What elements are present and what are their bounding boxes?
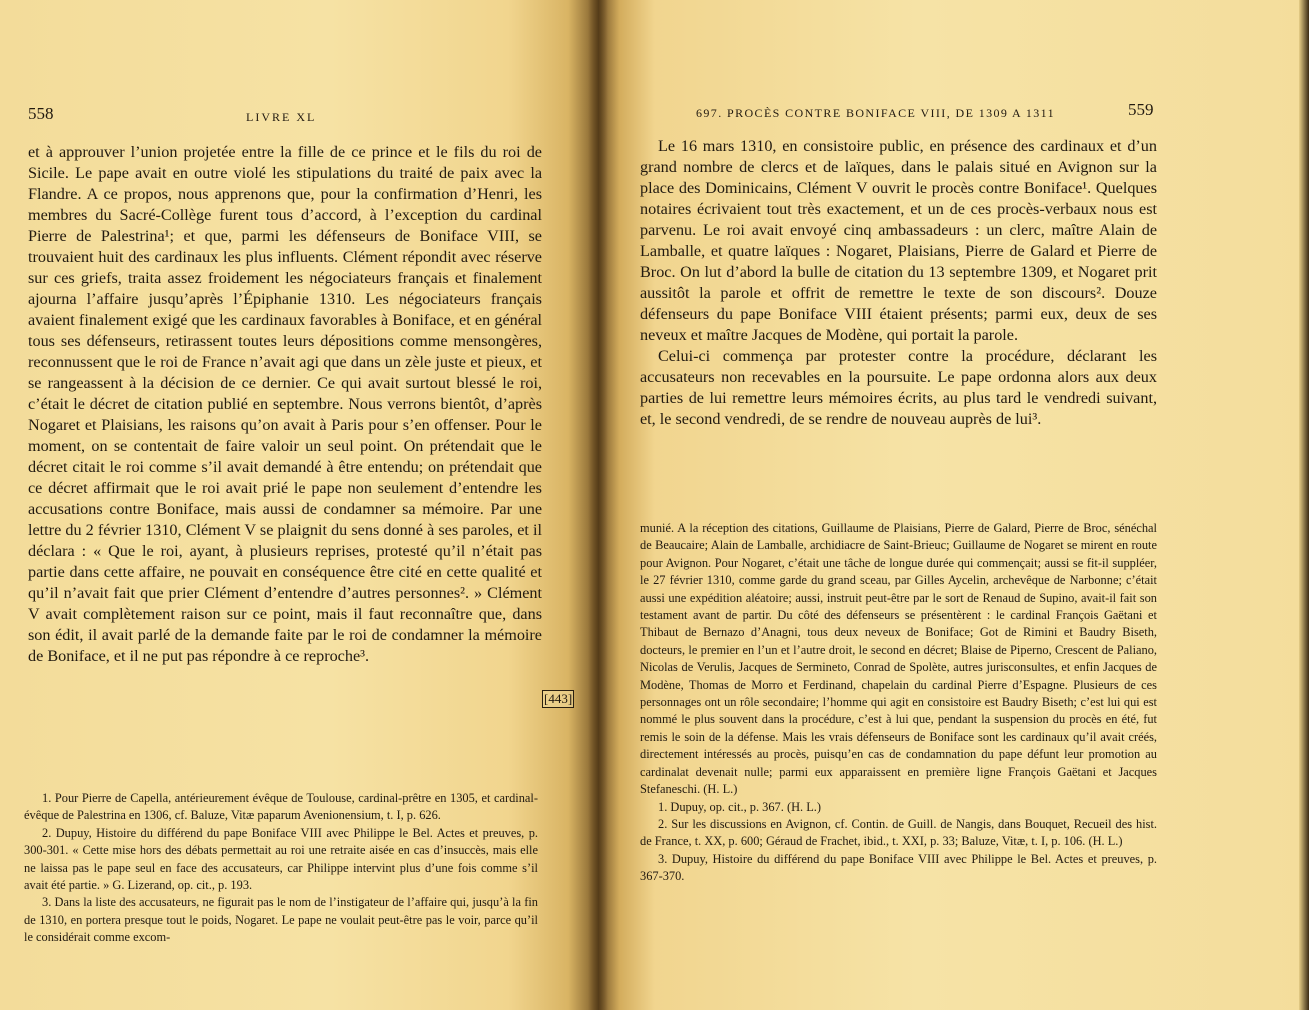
page-edge bbox=[1299, 0, 1309, 1010]
book-gutter bbox=[588, 0, 608, 1010]
footnote: 2. Sur les discussions en Avignon, cf. Contin. de Guill. de Nangis, dans Bouquet, Recueil des hist. de France, t. XX, p. 600; Géraud de Frachet, ibid., t. XXI, p. 33; Baluze, Vitæ, t. I, p. 106. (H. L.) bbox=[640, 816, 1157, 849]
right-page-number: 559 bbox=[1128, 100, 1154, 119]
left-page bbox=[0, 0, 598, 1010]
footnote: 3. Dans la liste des accusateurs, ne figurait pas le nom de l’instigateur de l’affaire qui, jusqu’à la fin de 1310, en portera presque tout le poids, Nogaret. Le pape ne voulait peut-être pas le voir, parce qu’il le considérait comme excom- bbox=[24, 895, 538, 945]
left-footnotes bbox=[24, 790, 538, 947]
margin-marker: [443] bbox=[544, 691, 573, 706]
footnote: 1. Pour Pierre de Capella, antérieurement évêque de Toulouse, cardinal-prêtre en 1305, et cardinal-évêque de Palestrina en 1306, cf. Baluze, Vitæ paparum Avenionensium, t. I, p. 626. bbox=[24, 791, 538, 823]
right-footnotes bbox=[640, 520, 1157, 886]
right-running-title: 697. PROCÈS CONTRE BONIFACE VIII, DE 1309 A 1311 bbox=[696, 106, 1055, 120]
left-paragraph: et à approuver l’union projetée entre la fille de ce prince et le fils du roi de Sicile. Le pape avait en outre violé les stipulations du traité de paix avec la Flandre. A ce propos, nous apprenons que, pour la confirmation d’Henri, les membres du Sacré-Collège furent tous d’accord, à l’exception du cardinal Pierre de Palestrina¹; et que, parmi les défenseurs de Boniface VIII, se trouvaient huit des cardinaux les plus influents. Clément répondit avec réserve sur ces griefs, traita assez froidement les négociateurs français et finalement ajourna l’affaire jusqu’après l’Épiphanie 1310. Les négociateurs français avaient finalement exigé que les cardinaux favorables à Boniface, et en général tous ses défenseurs, retirassent toutes leurs dépositions comme mensongères, reconnussent que le roi de France n’avait agi que dans un zèle juste et pieux, et se rangeassent à la décision de ce dernier. Ce qui avait surtout blessé le roi, c’était le décret de citation publié en septembre. Nous verrons bientôt, d’après Nogaret et Plaisians, les raisons qu’on avait à Paris pour s’en offenser. Pour le moment, on se contentait de faire valoir un seul point. On prétendait que le décret citait le roi comme s’il avait demandé à être entendu; on prétendait que ce décret affirmait que le roi avait prié le pape non seulement d’entendre les accusations contre Boniface, mais aussi de condamner sa mémoire. Par une lettre du 2 février 1310, Clément V se plaignit du sens donné à ses paroles, et il déclara : « Que le roi, ayant, à plusieurs reprises, protesté qu’il n’était pas partie dans cette affaire, ne pouvait en conséquence être cité en cette qualité et qu’il n’avait fait que prier Clément d’entendre d’autres personnes². » Clément V avait complètement raison sur ce point, mais il faut reconnaître que, dans son édit, il avait parlé de la demande faite par le roi de condamner la mémoire de Boniface, et il ne put pas répondre à ce reproche³. bbox=[28, 143, 542, 665]
left-running-title: LIVRE XL bbox=[246, 110, 317, 124]
right-page bbox=[598, 0, 1309, 1010]
footnote: 2. Dupuy, Histoire du différend du pape Boniface VIII avec Philippe le Bel. Actes et preuves, p. 300-301. « Cette mise hors des débats permettait au roi une retraite aisée en cas d’insuccès, mais elle ne laissa pas le pape seul en face des accusateurs, car Philippe intervint plus d’une fois comme s’il avait été partie. » G. Lizerand, op. cit., p. 193. bbox=[24, 825, 538, 893]
right-paragraph: Le 16 mars 1310, en consistoire public, en présence des cardinaux et d’un grand nombre de clercs et de laïques, dans le palais situé en Avignon sur la place des Dominicains, Clément V ouvrit le procès contre Boniface¹. Quelques notaires écrivaient tout très exactement, et un de ces procès-verbaux nous est parvenu. Le roi avait envoyé cinq ambassadeurs : un clerc, maître Alain de Lamballe, et quatre laïques : Nogaret, Plaisians, Pierre de Galard et Pierre de Broc. On lut d’abord la bulle de citation du 13 septembre 1309, et Nogaret prit aussitôt la parole et offrit de remettre le texte de son discours². Douze défenseurs du pape Boniface VIII étaient présents; parmi eux, deux de ses neveux et maître Jacques de Modène, qui portait la parole. bbox=[640, 137, 1157, 344]
left-body-text bbox=[28, 142, 542, 667]
footnote: 3. Dupuy, Histoire du différend du pape Boniface VIII avec Philippe le Bel. Actes et preuves, p. 367-370. bbox=[640, 851, 1157, 884]
right-paragraph: Celui-ci commença par protester contre la procédure, déclarant les accusateurs non recevables en la poursuite. Le pape ordonna alors aux deux parties de lui remettre leurs mémoires écrits, au plus tard le vendredi suivant, et, le second vendredi, de se rendre de nouveau auprès de lui³. bbox=[640, 347, 1157, 428]
footnote: 1. Dupuy, op. cit., p. 367. (H. L.) bbox=[658, 799, 822, 814]
footnote: munié. A la réception des citations, Guillaume de Plaisians, Pierre de Galard, Pierre de Broc, sénéchal de Beaucaire; Alain de Lamballe, archidiacre de Saint-Brieuc; Guillaume de Nogaret se mirent en route pour Avignon. Pour Nogaret, c’était une tâche de longue durée qui commençait; aussi se fit-il suppléer, le 27 février 1310, comme garde du grand sceau, par Gilles Aycelin, archevêque de Narbonne; c’était aussi une expédition aléatoire; aussi, instruit peut-être par le sort de Renaud de Supino, avait-il fait son testament avant de partir. Du côté des défenseurs se présentèrent : le cardinal François Gaëtani et Thibaut de Bernazo d’Anagni, tous deux neveux de Boniface; Got de Rimini et Baudry Biseth, docteurs, le premier en l’un et l’autre droit, le second en décret; Blaise de Piperno, Crescent de Paliano, Nicolas de Verulis, Jacques de Sermineto, Conrad de Spolète, autres jurisconsultes, et enfin Jacques de Modène, Thomas de Morro et Ferdinand, chapelain du cardinal Pierre d’Espagne. Plusieurs de ces personnages ont un rôle secondaire; l’homme qui agit en consistoire est Baudry Biseth; c’est lui qui est nommé le plus souvent dans la procédure, c’est à lui que, pendant la suspension du procès en été, fut remis le soin de la défense. Mais les vrais défenseurs de Boniface sont les cardinaux qu’il avait créés, directement intéressés au procès, puisqu’en cas de condamnation du pape défunt leur promotion au cardinalat devenait nulle; parmi eux apparaissent en première ligne François Gaëtani et Jacques Stefaneschi. (H. L.) bbox=[640, 521, 1157, 797]
left-page-number: 558 bbox=[28, 104, 54, 123]
right-body-text bbox=[640, 136, 1157, 430]
